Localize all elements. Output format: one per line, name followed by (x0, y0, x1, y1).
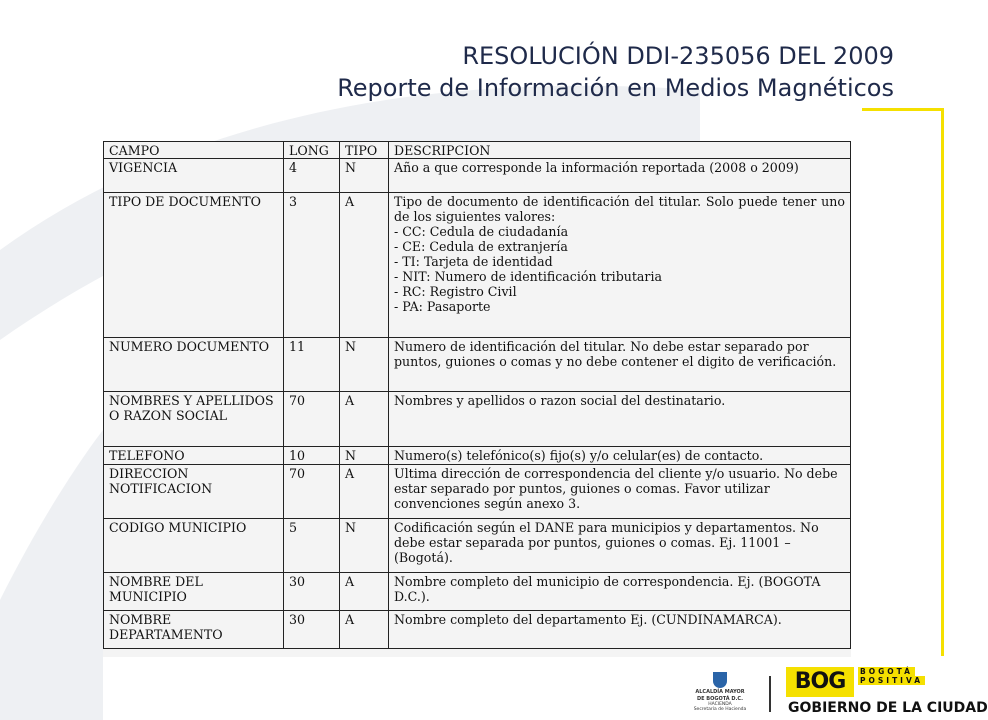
title-line-1: RESOLUCIÓN DDI-235056 DEL 2009 (462, 42, 894, 70)
table-header-row (104, 142, 851, 159)
gobierno-text: GOBIERNO DE LA CIUDAD (788, 700, 988, 716)
cell-campo: TELEFONO (104, 447, 284, 465)
cell-descripcion: Nombres y apellidos o razon social del destinatario. (389, 392, 851, 447)
cell-tipo: N (340, 519, 389, 573)
table-row (104, 465, 851, 519)
cell-long: 70 (284, 392, 340, 447)
cell-descripcion: Codificación según el DANE para municipios y departamentos. No debe estar separada por puntos, guiones o comas. Ej. 11001 – (Bogotá). (389, 519, 851, 573)
bogota-positiva-logo (786, 667, 988, 717)
bogota-positiva-text (858, 667, 938, 685)
cell-tipo: A (340, 611, 389, 649)
accent-line-vertical (941, 108, 944, 656)
cell-descripcion: Numero de identificación del titular. No debe estar separado por puntos, guiones o comas y no debe contener el digito de verificación. (389, 338, 851, 392)
cell-long: 70 (284, 465, 340, 519)
table-row (104, 392, 851, 447)
slide-title (337, 40, 894, 104)
cell-descripcion: Numero(s) telefónico(s) fijo(s) y/o celular(es) de contacto. (389, 447, 851, 465)
alcaldia-line-3: HACIENDA (708, 702, 732, 707)
cell-tipo: A (340, 193, 389, 338)
cell-campo: NUMERO DOCUMENTO (104, 338, 284, 392)
cell-tipo: N (340, 447, 389, 465)
cell-descripcion: Ultima dirección de correspondencia del cliente y/o usuario. No debe estar separado por puntos, guiones o comas. Favor utilizar convenciones según anexo 3. (389, 465, 851, 519)
header-long: LONG (284, 142, 340, 159)
table-row (104, 611, 851, 649)
cell-campo: VIGENCIA (104, 159, 284, 193)
cell-long: 10 (284, 447, 340, 465)
cell-descripcion (389, 193, 851, 338)
alcaldia-logo (684, 672, 756, 716)
cell-long: 30 (284, 611, 340, 649)
cell-campo: CODIGO MUNICIPIO (104, 519, 284, 573)
cell-tipo: N (340, 338, 389, 392)
alcaldia-line-4: Secretaría de Hacienda (693, 707, 747, 712)
cell-long: 30 (284, 573, 340, 611)
cell-tipo: A (340, 392, 389, 447)
bogota-small-1: BOGOTÁ (860, 667, 913, 676)
cell-tipo: A (340, 465, 389, 519)
option-item: - CE: Cedula de extranjería (394, 239, 568, 254)
cell-campo: NOMBRES Y APELLIDOS O RAZON SOCIAL (104, 392, 284, 447)
option-item: - TI: Tarjeta de identidad (394, 254, 553, 269)
shield-icon (713, 672, 727, 688)
cell-campo: DIRECCION NOTIFICACION (104, 465, 284, 519)
table-row (104, 159, 851, 193)
title-line-2: Reporte de Información en Medios Magnéticos (337, 74, 894, 102)
alcaldia-line-1: ALCALDÍA MAYOR (695, 689, 745, 695)
header-tipo: TIPO (340, 142, 389, 159)
cell-long: 3 (284, 193, 340, 338)
cell-long: 11 (284, 338, 340, 392)
cell-campo: TIPO DE DOCUMENTO (104, 193, 284, 338)
cell-descripcion: Año a que corresponde la información reportada (2008 o 2009) (389, 159, 851, 193)
footer-divider (769, 676, 771, 712)
option-item: - NIT: Numero de identificación tributaria (394, 269, 662, 284)
header-descripcion: DESCRIPCION (389, 142, 851, 159)
descripcion-text: Tipo de documento de identificación del titular. Solo puede tener uno de los siguientes valores: (394, 194, 845, 224)
alcaldia-line-2: DE BOGOTÁ D.C. (697, 696, 743, 702)
cell-descripcion: Nombre completo del departamento Ej. (CUNDINAMARCA). (389, 611, 851, 649)
option-item: - PA: Pasaporte (394, 299, 491, 314)
table-row (104, 193, 851, 338)
cell-tipo: N (340, 159, 389, 193)
option-item: - CC: Cedula de ciudadanía (394, 224, 569, 239)
cell-tipo: A (340, 573, 389, 611)
option-item: - RC: Registro Civil (394, 284, 517, 299)
table-row (104, 447, 851, 465)
bogota-mark: BOG (786, 667, 854, 697)
cell-campo: NOMBRE DEL MUNICIPIO (104, 573, 284, 611)
header-campo: CAMPO (104, 142, 284, 159)
cell-long: 5 (284, 519, 340, 573)
table-row (104, 519, 851, 573)
field-spec-table (103, 141, 851, 649)
accent-line-horizontal (862, 108, 944, 111)
cell-descripcion: Nombre completo del municipio de correspondencia. Ej. (BOGOTA D.C.). (389, 573, 851, 611)
cell-campo: NOMBRE DEPARTAMENTO (104, 611, 284, 649)
bogota-small-2: POSITIVA (860, 676, 924, 685)
table-row (104, 573, 851, 611)
cell-long: 4 (284, 159, 340, 193)
table-row (104, 338, 851, 392)
